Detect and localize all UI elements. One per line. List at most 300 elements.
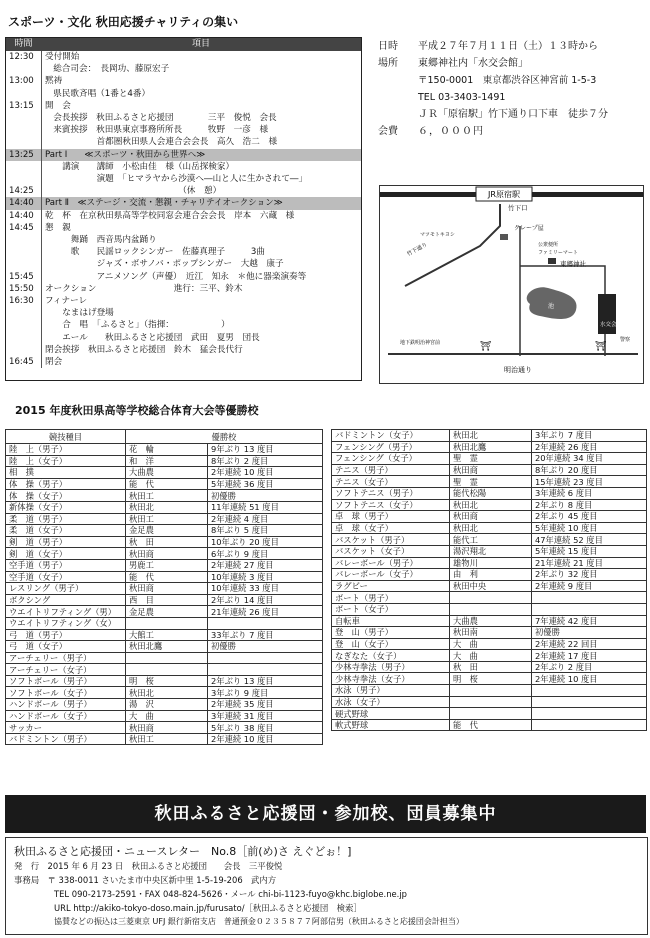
result-school: 秋田北 xyxy=(126,501,208,513)
program-time xyxy=(6,112,42,124)
result-record: 3年連続 31 度目 xyxy=(208,710,323,722)
program-row xyxy=(6,100,361,112)
program-row xyxy=(6,197,361,209)
result-event: 体 操（女子） xyxy=(6,490,126,502)
program-time xyxy=(6,234,42,246)
result-row xyxy=(332,661,647,673)
result-row xyxy=(6,536,323,548)
result-school: 大曲農 xyxy=(450,615,532,627)
result-school: 湯沢翔北 xyxy=(450,545,532,557)
program-time xyxy=(6,161,42,173)
result-row xyxy=(6,559,323,571)
result-row xyxy=(6,675,323,687)
result-school: 湯 沢 xyxy=(126,699,208,711)
program-header xyxy=(6,38,361,51)
result-event: 空手道（女子） xyxy=(6,571,126,583)
result-school: 西 目 xyxy=(126,594,208,606)
recruit-banner: 秋田ふるさと応援団・参加校、団員募集中 xyxy=(5,795,646,833)
result-row xyxy=(332,685,647,697)
result-school: 秋田中央 xyxy=(450,580,532,592)
result-record xyxy=(208,617,323,629)
program-time xyxy=(6,63,42,75)
result-school: 聖 霊 xyxy=(450,476,532,488)
result-event: 剣 道（男子） xyxy=(6,536,126,548)
torii-icon: ⛩ xyxy=(595,342,607,352)
result-row xyxy=(332,673,647,685)
result-record: 2年連続 9 度目 xyxy=(532,580,647,592)
program-time: 13:00 xyxy=(6,75,42,87)
publish-info: 発 行 2015 年 6 月 23 日 秋田ふるさと応援団 会長 三平俊悦 xyxy=(14,861,283,871)
program-row xyxy=(6,112,361,124)
result-row xyxy=(332,534,647,546)
result-event: 軟式野球 xyxy=(332,719,450,731)
result-school: 秋田商 xyxy=(450,511,532,523)
result-record: 9年ぶり 13 度目 xyxy=(208,444,323,456)
result-event: アーチェリー（女子） xyxy=(6,664,126,676)
program-item: 受付開始 xyxy=(45,52,80,62)
results-header-row xyxy=(6,430,323,444)
result-event: 卓 球（男子） xyxy=(332,511,450,523)
program-row xyxy=(6,344,361,356)
result-record: 初優勝 xyxy=(208,490,323,502)
result-record: 2年連続 17 度目 xyxy=(532,650,647,662)
program-item: （休 憩） xyxy=(45,186,222,197)
program-time xyxy=(6,319,42,331)
result-row xyxy=(6,733,323,745)
result-school: 和 洋 xyxy=(126,455,208,467)
result-row xyxy=(6,571,323,583)
program-row xyxy=(6,271,361,283)
family-label: ファミリーマート xyxy=(538,250,578,256)
program-item: Part Ⅱ ≪ステージ・交流・懇親・チャリテイオークション≫ xyxy=(45,198,283,209)
result-row xyxy=(6,664,323,676)
result-event: 弓 道（女子） xyxy=(6,641,126,653)
result-event: ボクシング xyxy=(6,594,126,606)
program-item: 歌 民謡ロックシンガー 佐藤真理子 3曲 xyxy=(45,247,265,258)
station-label: JR原宿駅 xyxy=(488,190,520,199)
result-event: 少林寺拳法（男子） xyxy=(332,661,450,673)
meiji-dori-label: 明治通り xyxy=(504,366,532,374)
results-table-left xyxy=(5,429,323,745)
result-row xyxy=(6,548,323,560)
result-school xyxy=(126,664,208,676)
hall-label: 水交会 xyxy=(600,322,617,328)
crepe-mark xyxy=(500,234,508,240)
result-school: 秋田北鷹 xyxy=(126,641,208,653)
program-time xyxy=(6,124,42,136)
program-row xyxy=(6,307,361,319)
result-record: 8年ぶり 2 度目 xyxy=(208,455,323,467)
fee-label: 会費 xyxy=(378,126,398,137)
program-item: 総合司会： 長岡功、藤原宏子 xyxy=(45,64,170,75)
result-event: フェンシング（女子） xyxy=(332,453,450,465)
newsletter-title: 秋田ふるさと応援団・ニュースレター No.8［前(め)さ えぐどぉ！] xyxy=(14,845,352,858)
date-value: 平成２７年７月１１日（土）１３時から xyxy=(418,41,598,52)
program-item: 閉会 xyxy=(45,357,63,368)
result-row xyxy=(6,513,323,525)
result-row xyxy=(332,696,647,708)
result-school xyxy=(126,617,208,629)
result-record xyxy=(532,719,647,731)
result-record xyxy=(208,664,323,676)
result-event: ソフトボール（男子） xyxy=(6,675,126,687)
result-event: テニス（男子） xyxy=(332,464,450,476)
info-fee-row xyxy=(378,123,646,140)
result-event: ハンドボール（女子） xyxy=(6,710,126,722)
result-record: 2年ぶり 32 度目 xyxy=(532,569,647,581)
program-time: 14:40 xyxy=(6,197,42,209)
result-event: 卓 球（女子） xyxy=(332,522,450,534)
program-item: 講演 講師 小松由佳 様（山岳探検家） xyxy=(45,161,235,172)
program-row xyxy=(6,88,361,100)
result-row xyxy=(332,708,647,720)
program-item: 懇 親 xyxy=(45,222,71,233)
result-school: 秋 田 xyxy=(126,536,208,548)
result-row xyxy=(6,652,323,664)
result-school: 秋田商 xyxy=(126,548,208,560)
result-record: 2年ぶり 2 度目 xyxy=(532,661,647,673)
result-row xyxy=(332,615,647,627)
program-item: 首都圏秋田県人会連合会会長 高久 浩二 様 xyxy=(45,137,278,148)
bank-info: 協賛などの振込は三菱東京 UFJ 銀行新宿支店 普通預金０２３５８７７阿部信男（秋田ふるさと応援団会計担当） xyxy=(54,917,464,926)
program-row xyxy=(6,283,361,295)
event-title: スポーツ・文化 秋田応援チャリティの集い xyxy=(8,15,239,29)
result-school: 花 輪 xyxy=(126,444,208,456)
result-event: 新体操（女子） xyxy=(6,501,126,513)
result-school: 秋田商 xyxy=(126,722,208,734)
program-item: 合 唱 「ふるさと」（指揮： ） xyxy=(45,320,230,331)
result-event: ボート（女子） xyxy=(332,603,450,615)
result-school: 秋田北 xyxy=(126,687,208,699)
program-row xyxy=(6,295,361,307)
result-row xyxy=(332,511,647,523)
col-winner-header: 優勝校 xyxy=(126,430,323,444)
result-row xyxy=(6,641,323,653)
hall-building xyxy=(598,294,616,334)
result-school: 秋田北 xyxy=(450,499,532,511)
police-label: 警察 xyxy=(620,337,631,343)
result-school xyxy=(450,592,532,604)
result-event: バスケット（男子） xyxy=(332,534,450,546)
result-event: ソフトボール（女子） xyxy=(6,687,126,699)
result-row xyxy=(332,603,647,615)
program-row xyxy=(6,210,361,222)
program-item: 演題 「ヒマラヤから沙漠へ―山と人に生かされて―」 xyxy=(45,174,308,185)
result-school xyxy=(450,603,532,615)
result-event: バスケット（女子） xyxy=(332,545,450,557)
result-row xyxy=(6,583,323,595)
program-time: 14:45 xyxy=(6,222,42,234)
result-record: 15年連続 23 度目 xyxy=(532,476,647,488)
program-time xyxy=(6,246,42,258)
result-school: 大 曲 xyxy=(450,650,532,662)
program-row xyxy=(6,161,361,173)
result-row xyxy=(6,444,323,456)
result-record: 8年ぶり 20 度目 xyxy=(532,464,647,476)
result-row xyxy=(332,430,647,442)
result-school xyxy=(450,685,532,697)
torii-icon: ⛩ xyxy=(480,342,492,352)
result-event: 陸 上（男子） xyxy=(6,444,126,456)
program-col-time: 時間 xyxy=(14,39,33,49)
result-event: ソフトテニス（男子） xyxy=(332,487,450,499)
result-record xyxy=(532,603,647,615)
program-item: なまはげ登場 xyxy=(45,308,114,319)
program-time: 16:45 xyxy=(6,356,42,368)
event-info xyxy=(378,38,646,140)
result-row xyxy=(6,594,323,606)
result-record: 初優勝 xyxy=(532,627,647,639)
result-row xyxy=(332,476,647,488)
program-item: 黙祷 xyxy=(45,76,63,87)
result-event: 登 山（男子） xyxy=(332,627,450,639)
program-row xyxy=(6,75,361,87)
result-row xyxy=(332,441,647,453)
result-record: 3年ぶり 7 度目 xyxy=(532,430,647,442)
program-time: 16:30 xyxy=(6,295,42,307)
result-record: 21年連続 21 度目 xyxy=(532,557,647,569)
result-record: 2年ぶり 14 度目 xyxy=(208,594,323,606)
result-record: 6年ぶり 9 度目 xyxy=(208,548,323,560)
takeshita-exit-label: 竹下口 xyxy=(508,204,528,212)
office-address: 事務局 〒 338-0011 さいたま市中央区新中里 1-5-19-206 武内方 xyxy=(14,875,277,885)
park-label: 公衆便所 xyxy=(538,242,559,248)
col-event-header: 競技種目 xyxy=(6,430,126,444)
program-item: 会長挨拶 秋田ふるさと応援団 三平 俊悦 会長 xyxy=(45,113,277,124)
result-school: 能 代 xyxy=(450,719,532,731)
result-row xyxy=(6,525,323,537)
result-row xyxy=(332,545,647,557)
result-record xyxy=(208,652,323,664)
program-rows xyxy=(6,51,361,368)
result-event: 陸 上（女子） xyxy=(6,455,126,467)
result-school: 明 桜 xyxy=(126,675,208,687)
result-event: バドミントン（男子） xyxy=(6,733,126,745)
result-event: バレーボール（男子） xyxy=(332,557,450,569)
result-event: 水泳（男子） xyxy=(332,685,450,697)
result-record: 2年連続 22 回目 xyxy=(532,638,647,650)
result-school: 大曲農 xyxy=(126,467,208,479)
result-school: 能代松陽 xyxy=(450,487,532,499)
takeshita-street-label: 竹下通り xyxy=(406,242,429,258)
result-row xyxy=(6,710,323,722)
result-event: アーチェリー（男子） xyxy=(6,652,126,664)
newsletter-footer xyxy=(5,837,648,935)
program-item: アニメソング（声優） 近江 知永 ＊他に器楽演奏等 xyxy=(45,271,307,282)
result-record: 2年ぶり 8 度目 xyxy=(532,499,647,511)
result-row xyxy=(332,719,647,731)
results-table-right xyxy=(331,429,647,731)
result-record: 5年連続 15 度目 xyxy=(532,545,647,557)
program-item: 舞踊 西音馬内盆踊り xyxy=(45,235,157,246)
result-school xyxy=(450,696,532,708)
result-record: 8年ぶり 5 度目 xyxy=(208,525,323,537)
result-record xyxy=(532,592,647,604)
program-row xyxy=(6,136,361,148)
result-school xyxy=(126,652,208,664)
result-school: 秋田工 xyxy=(126,733,208,745)
result-school: 明 桜 xyxy=(450,673,532,685)
result-row xyxy=(6,478,323,490)
result-row xyxy=(332,592,647,604)
program-col-item: 項目 xyxy=(191,39,210,49)
result-row xyxy=(6,699,323,711)
result-row xyxy=(6,722,323,734)
result-event: レスリング（男子） xyxy=(6,583,126,595)
place-value: 東郷神社内「水交会館」 xyxy=(418,58,528,69)
result-event: 弓 道（男子） xyxy=(6,629,126,641)
program-row xyxy=(6,356,361,368)
result-row xyxy=(332,569,647,581)
result-row xyxy=(332,557,647,569)
program-row xyxy=(6,51,361,63)
result-school: 金足農 xyxy=(126,525,208,537)
result-row xyxy=(6,629,323,641)
contact-info: TEL 090-2173-2591・FAX 048-824-5626・メール chi-bi-1123-fuyo@khc.biglobe.ne.jp xyxy=(54,889,407,899)
place-address: 〒150-0001 東京都渋谷区神宮前 1-5-3 xyxy=(418,75,597,86)
program-time xyxy=(6,136,42,148)
result-event: ウエイトリフティング（女） xyxy=(6,617,126,629)
result-row xyxy=(6,455,323,467)
result-event: ボート（男子） xyxy=(332,592,450,604)
program-item: エール 秋田ふるさと応援団 武田 夏男 団長 xyxy=(45,332,260,343)
result-event: 体 操（男子） xyxy=(6,478,126,490)
shrine-mark xyxy=(548,258,556,264)
shrine-label: 東郷神社 xyxy=(560,260,586,268)
result-event: フェンシング（男子） xyxy=(332,441,450,453)
result-record: 11年連続 51 度目 xyxy=(208,501,323,513)
result-row xyxy=(332,453,647,465)
result-row xyxy=(332,627,647,639)
result-record: 2年連続 10 度目 xyxy=(208,467,323,479)
result-record: 20年連続 34 度目 xyxy=(532,453,647,465)
result-record: 2年ぶり 13 度目 xyxy=(208,675,323,687)
result-school xyxy=(450,708,532,720)
program-time xyxy=(6,332,42,344)
info-date-row xyxy=(378,38,646,55)
date-label: 日時 xyxy=(378,41,398,52)
result-school: 秋田北 xyxy=(450,522,532,534)
result-record: 3年ぶり 9 度目 xyxy=(208,687,323,699)
result-record: 初優勝 xyxy=(208,641,323,653)
mac-label: マツモトキヨシ xyxy=(420,232,455,238)
program-row xyxy=(6,149,361,161)
result-record: 2年連続 10 度目 xyxy=(208,733,323,745)
result-event: ラグビー xyxy=(332,580,450,592)
result-event: バレーボール（女子） xyxy=(332,569,450,581)
program-row xyxy=(6,63,361,75)
place-access: ＪＲ「原宿駅」竹下通り口下車 徒歩７分 xyxy=(418,109,608,120)
result-school: 大 曲 xyxy=(450,638,532,650)
program-item: 乾 杯 在京秋田県高等学校同窓会連合会会長 岸本 六蔵 様 xyxy=(45,210,295,221)
result-school: 秋田北鷹 xyxy=(450,441,532,453)
program-item: ジャズ・ボサノバ・ポップシンガー 大越 康子 xyxy=(45,259,284,270)
result-event: ハンドボール（男子） xyxy=(6,699,126,711)
result-event: ウエイトリフティング（男） xyxy=(6,606,126,618)
result-record: 3年連続 6 度目 xyxy=(532,487,647,499)
program-row xyxy=(6,258,361,270)
result-record: 10年ぶり 20 度目 xyxy=(208,536,323,548)
result-row xyxy=(6,490,323,502)
result-record: 7年連続 42 度目 xyxy=(532,615,647,627)
result-school: 秋田南 xyxy=(450,627,532,639)
program-time xyxy=(6,88,42,100)
result-school: 大館工 xyxy=(126,629,208,641)
result-event: 少林寺拳法（女子） xyxy=(332,673,450,685)
result-record: 2年連続 10 度目 xyxy=(532,673,647,685)
result-record: 2年連続 4 度目 xyxy=(208,513,323,525)
result-event: 空手道（男子） xyxy=(6,559,126,571)
info-place-row xyxy=(378,55,646,72)
result-row xyxy=(332,487,647,499)
result-record: 10年連続 33 度目 xyxy=(208,583,323,595)
fee-value: ６，０００円 xyxy=(418,126,484,137)
result-event: テニス（女子） xyxy=(332,476,450,488)
program-time: 14:40 xyxy=(6,210,42,222)
program-item: 県民歌斉唱（1番と4番） xyxy=(45,88,151,99)
result-school: 秋田商 xyxy=(126,583,208,595)
result-row xyxy=(332,522,647,534)
program-time: 14:25 xyxy=(6,185,42,197)
program-item: 来賓挨拶 秋田県東京事務所所長 牧野 一彦 様 xyxy=(45,125,269,136)
program-row xyxy=(6,234,361,246)
program-item: オークション 進行：三平、鈴木 xyxy=(45,283,243,294)
crepe-label: クレープ屋 xyxy=(514,225,544,232)
result-row xyxy=(6,687,323,699)
result-row xyxy=(6,467,323,479)
website-url: URL http://akiko-tokyo-doso.main.jp/furusato/［秋田ふるさと応援団 検索］ xyxy=(54,903,362,913)
program-time xyxy=(6,344,42,356)
result-school: 能 代 xyxy=(126,571,208,583)
access-map xyxy=(379,185,644,384)
subway-label: 地下鉄明治神宮前 xyxy=(400,340,441,346)
result-event: 柔 道（男子） xyxy=(6,513,126,525)
result-school: 由 利 xyxy=(450,569,532,581)
result-event: 登 山（女子） xyxy=(332,638,450,650)
result-school: 秋田工 xyxy=(126,490,208,502)
program-time: 15:45 xyxy=(6,271,42,283)
result-school: 秋田工 xyxy=(126,513,208,525)
result-record: 33年ぶり 7 度目 xyxy=(208,629,323,641)
program-row xyxy=(6,332,361,344)
program-table xyxy=(5,37,362,381)
program-time: 13:25 xyxy=(6,149,42,161)
result-record: 5年ぶり 38 度目 xyxy=(208,722,323,734)
program-time xyxy=(6,258,42,270)
result-record xyxy=(532,708,647,720)
result-record: 2年連続 35 度目 xyxy=(208,699,323,711)
result-row xyxy=(332,499,647,511)
result-row xyxy=(332,464,647,476)
program-item: Part Ⅰ ≪スポーツ・秋田から世界へ≫ xyxy=(45,149,206,160)
result-record xyxy=(532,685,647,697)
result-event: 剣 道（女子） xyxy=(6,548,126,560)
result-record: 21年連続 26 度目 xyxy=(208,606,323,618)
program-row xyxy=(6,222,361,234)
result-record xyxy=(532,696,647,708)
result-event: 自転車 xyxy=(332,615,450,627)
program-time: 15:50 xyxy=(6,283,42,295)
program-item: 閉会挨拶 秋田ふるさと応援団 鈴木 猛会長代行 xyxy=(45,344,243,355)
result-school: 男鹿工 xyxy=(126,559,208,571)
result-school: 秋田北 xyxy=(450,430,532,442)
result-school: 秋 田 xyxy=(450,661,532,673)
result-event: 柔 道（女子） xyxy=(6,525,126,537)
result-record: 2年ぶり 45 度目 xyxy=(532,511,647,523)
program-row xyxy=(6,185,361,197)
program-row xyxy=(6,319,361,331)
result-school: 雄物川 xyxy=(450,557,532,569)
